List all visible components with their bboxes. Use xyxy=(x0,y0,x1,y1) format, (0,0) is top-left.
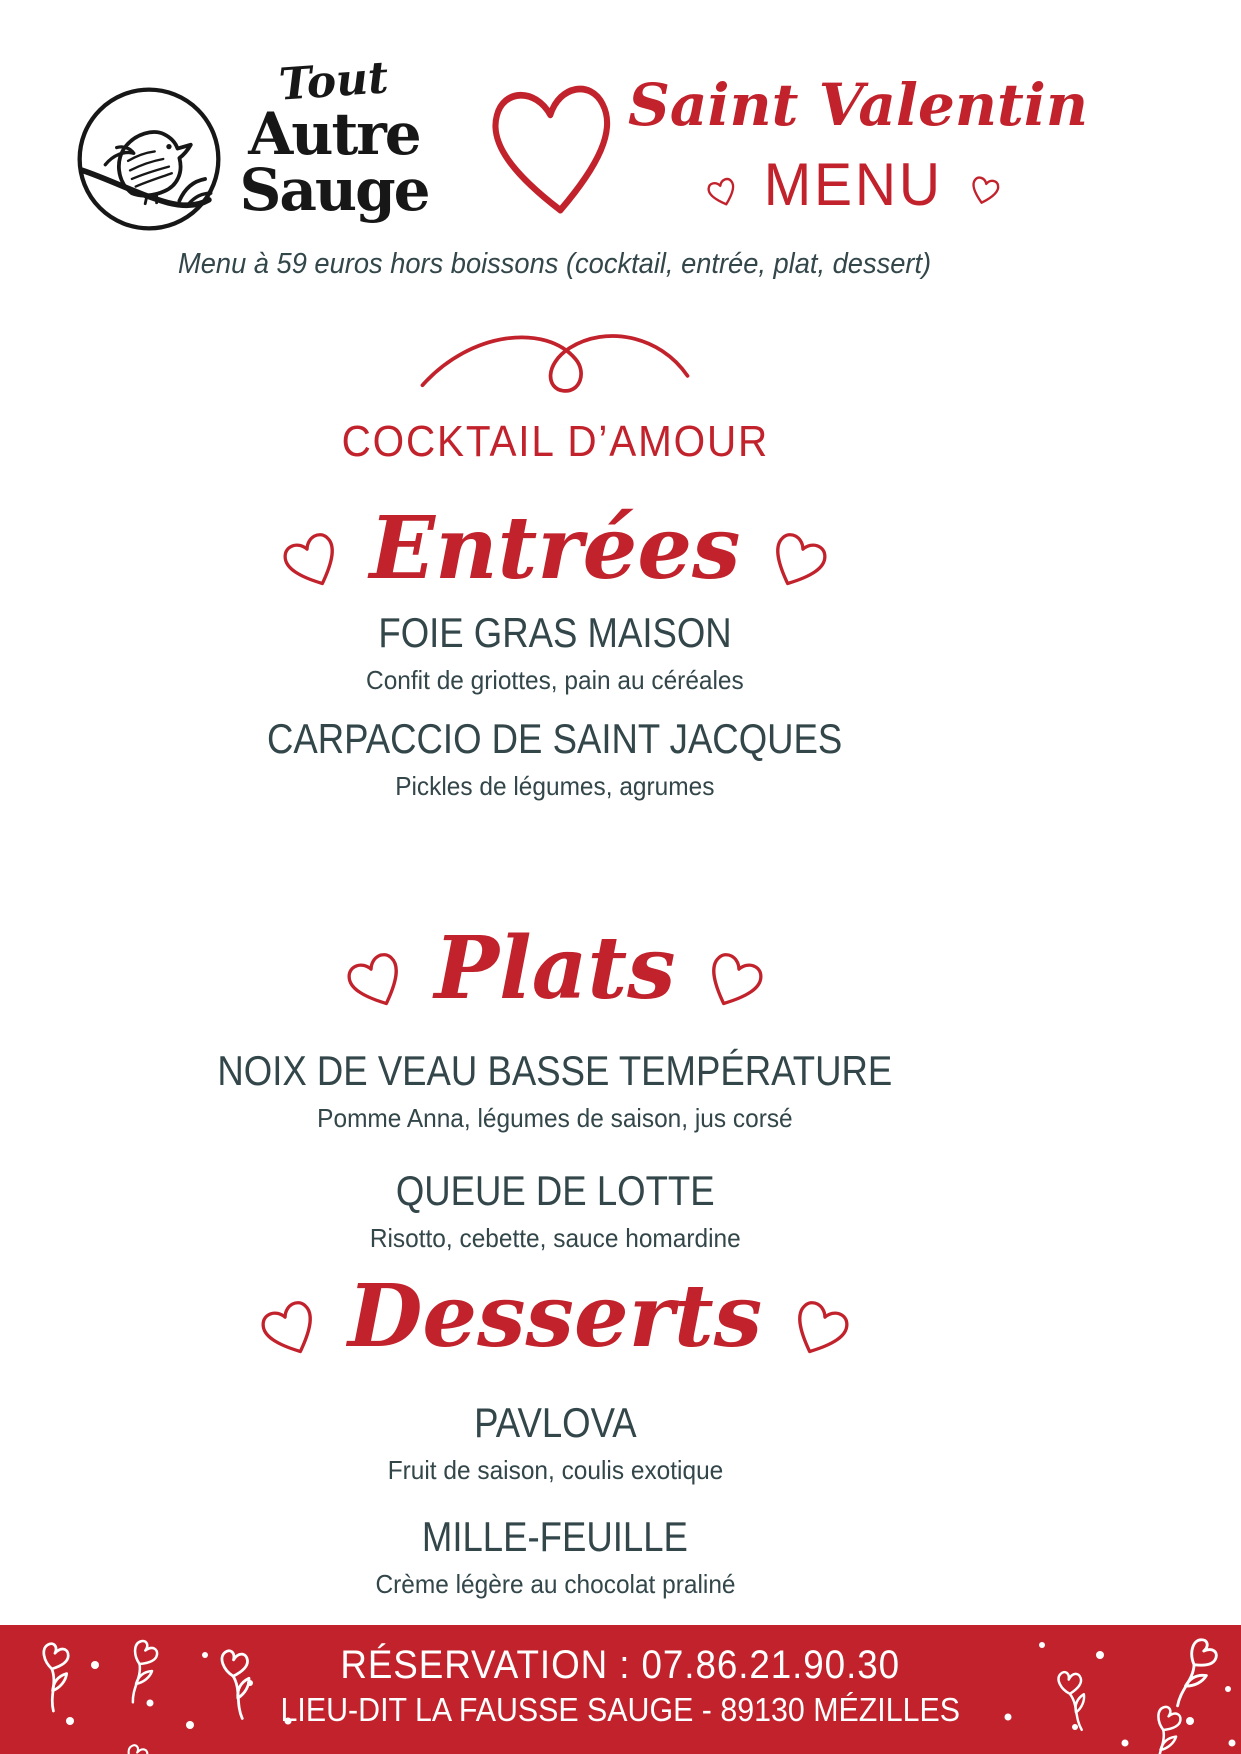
section-heading-desserts xyxy=(0,1262,1110,1372)
heart-icon xyxy=(754,518,841,605)
cocktail-text: COCKTAIL D’AMOUR xyxy=(341,417,769,466)
dish-description: Fruit de saison, coulis exotique xyxy=(387,1455,723,1485)
heart-icon xyxy=(247,1286,334,1373)
dish-name: MILLE-FEUILLE xyxy=(421,1513,689,1560)
flourish-divider xyxy=(0,318,1110,402)
big-heart-icon xyxy=(470,59,639,242)
dish-name: QUEUE DE LOTTE xyxy=(395,1167,715,1214)
brand-word-tout: Tout xyxy=(277,52,391,111)
dish-name: FOIE GRAS MAISON xyxy=(378,609,732,656)
footer-bar xyxy=(0,1625,1241,1754)
title-saint-valentin: Saint Valentin xyxy=(628,71,1089,139)
dish-name: NOIX DE VEAU BASSE TEMPÉRATURE xyxy=(217,1047,893,1094)
dish-description: Risotto, cebette, sauce homardine xyxy=(369,1223,741,1253)
footer-text xyxy=(0,1625,1241,1731)
dish-description: Pomme Anna, légumes de saison, jus corsé xyxy=(317,1103,793,1133)
menu-body xyxy=(0,246,1110,1600)
section-title: Desserts xyxy=(347,1266,763,1367)
reservation-phone: RÉSERVATION : 07.86.21.90.30 xyxy=(340,1643,901,1687)
cocktail-line xyxy=(0,416,1110,468)
dish-description: Pickles de légumes, agrumes xyxy=(395,771,715,801)
menu-title: MENU xyxy=(763,151,943,218)
dish-name: CARPACCIO DE SAINT JACQUES xyxy=(267,715,843,762)
heart-icon xyxy=(689,938,776,1025)
loop-flourish-icon xyxy=(405,318,705,402)
dish-description: Confit de griottes, pain au céréales xyxy=(366,665,744,695)
menu-title-row xyxy=(628,150,1078,219)
brand-wordmark xyxy=(228,52,440,224)
address-line: LIEU-DIT LA FAUSSE SAUGE - 89130 MÉZILLES xyxy=(280,1691,961,1728)
heart-icon xyxy=(701,171,744,214)
dish-name: PAVLOVA xyxy=(473,1399,637,1446)
heart-icon xyxy=(334,938,421,1025)
section-heading-entrees xyxy=(0,494,1110,604)
brand-word-sauge: Sauge xyxy=(239,156,429,224)
menu-subtitle: Menu à 59 euros hors boissons (cocktail, entrée, plat, dessert) xyxy=(178,248,932,280)
bird-on-branch-icon xyxy=(73,83,225,235)
dish-description: Crème légère au chocolat praliné xyxy=(374,1569,736,1599)
heart-icon xyxy=(776,1286,863,1373)
section-heading-plats xyxy=(0,914,1110,1024)
section-title: Entrées xyxy=(369,498,741,599)
section-title: Plats xyxy=(434,918,676,1019)
heart-icon xyxy=(269,518,356,605)
restaurant-logo xyxy=(73,83,225,235)
brand-word-autre: Autre xyxy=(248,100,420,168)
heart-icon xyxy=(964,170,1005,211)
